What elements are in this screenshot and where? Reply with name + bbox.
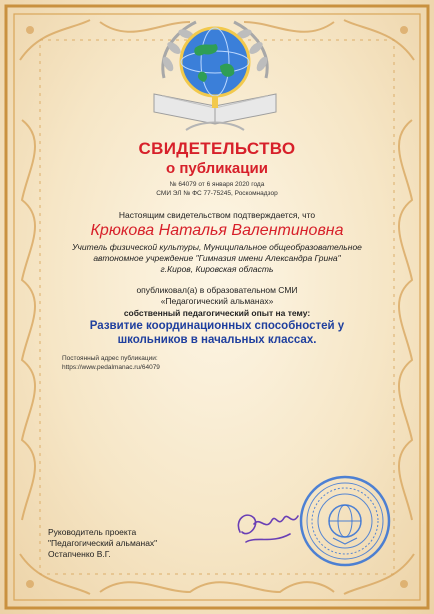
media-name: «Педагогический альманах» [160,296,274,306]
publication-topic-line2: школьников в начальных классах. [117,334,317,346]
published-text: опубликовал(а) в образовательном СМИ [136,285,298,295]
handwritten-signature [232,502,302,552]
globe-book-laurel-emblem [140,8,290,136]
recipient-name: Крюкова Наталья Валентиновна [90,222,344,239]
signatory-name: Остапченко В.Г. [48,549,111,559]
registration-number: № 64079 от 6 января 2020 года [169,181,265,188]
experience-text: собственный педагогический опыт на тему: [123,308,311,318]
media-registration: СМИ ЭЛ № ФС 77-75245, Роскомнадзор [156,190,278,197]
signatory-project: "Педагогический альманах" [48,538,158,548]
signatory-block [48,527,157,560]
confirm-text: Настоящим свидетельством подтверждается, что [118,210,316,220]
address-label: Постоянный адрес публикации: [62,355,158,362]
publication-url[interactable]: https://www.pedalmanac.ru/64079 [62,364,160,371]
round-stamp-icon [298,474,392,568]
recipient-city: г.Киров, Кировская область [160,264,274,274]
recipient-position-line1: Учитель физической культуры, Муниципальное общеобразовательное [72,242,362,252]
signatory-role: Руководитель проекта [48,527,137,537]
certificate-subtitle: о публикации [166,160,268,177]
certificate-title: СВИДЕТЕЛЬСТВО [138,139,296,158]
recipient-position-line2: автономное учреждение "Гимназия имени Александра Грина" [93,253,341,263]
publication-topic-line1: Развитие координационных способностей у [89,320,345,332]
